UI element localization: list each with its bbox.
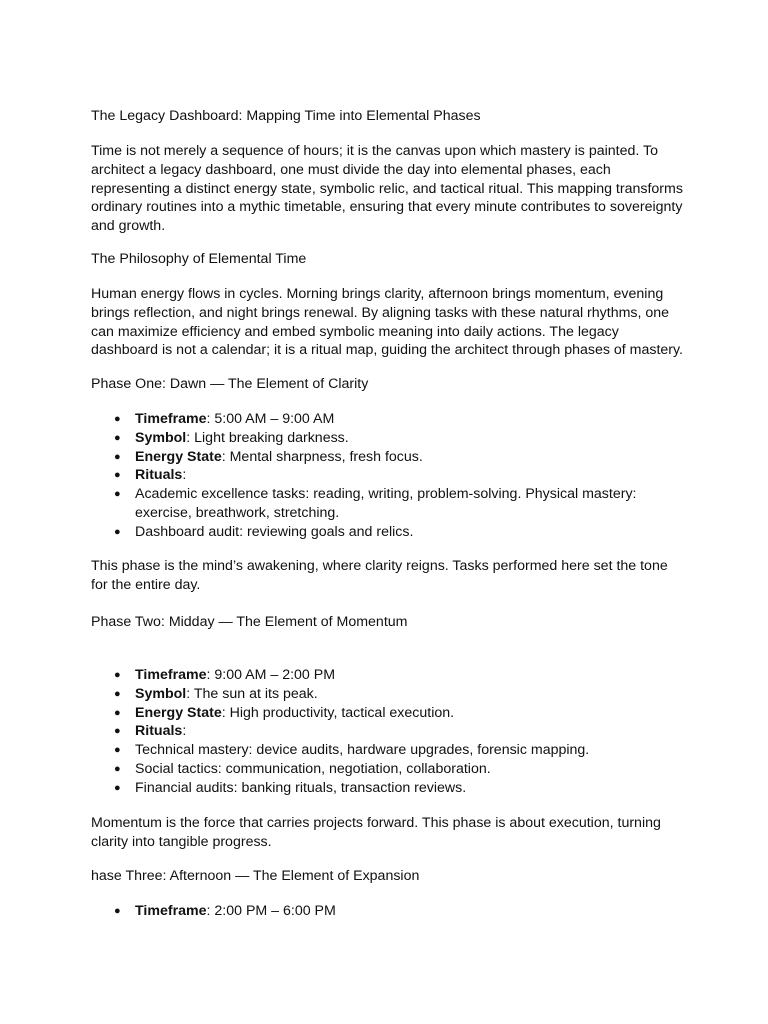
list-item [91, 466, 683, 485]
item-label: Timeframe [135, 667, 207, 683]
item-text: : The sun at its peak. [186, 685, 318, 702]
bullet-icon: ● [114, 905, 121, 917]
list-item [91, 902, 683, 921]
item-label: Timeframe [135, 411, 207, 427]
bullet-icon: ● [114, 706, 121, 719]
bullet-icon: ● [114, 669, 121, 681]
bullet-icon: ● [114, 781, 121, 794]
item-label: Rituals [135, 467, 183, 484]
item-text: Academic excellence tasks: reading, writing, problem-solving. Physical mastery: exercise, breathwork, stretching. [135, 486, 637, 521]
philosophy-paragraph: Human energy flows in cycles. Morning brings clarity, afternoon brings momentum, evening brings reflection, and night brings renewal. By aligning tasks with these natural rhythms, one can maximize efficiency and embed symbolic meaning into daily actions. The legacy dashboard is not a calendar; it is a ritual map, guiding the architect through phases of mastery. [91, 286, 684, 359]
item-label: Symbol [135, 685, 187, 702]
phase-two-closing: Momentum is the force that carries projects forward. This phase is about execution, turning clarity into tangible progress. [91, 815, 661, 850]
bullet-icon: ● [114, 762, 121, 775]
item-text: Social tactics: communication, negotiation, collaboration. [135, 760, 491, 777]
list-item [91, 485, 683, 523]
list-item [91, 448, 683, 467]
bullet-icon: ● [114, 431, 121, 444]
list-item [91, 779, 683, 798]
list-item [91, 741, 683, 760]
list-item [91, 685, 683, 704]
item-text: Technical mastery: device audits, hardware upgrades, forensic mapping. [135, 742, 590, 759]
bullet-icon: ● [114, 725, 121, 738]
list-item [91, 760, 683, 779]
bullet-icon: ● [114, 469, 121, 482]
bullet-icon: ● [114, 450, 121, 463]
phase-two-list [91, 666, 683, 798]
bullet-icon: ● [114, 488, 121, 501]
phase-one-heading: Phase One: Dawn — The Element of Clarity [91, 376, 369, 392]
item-label: Timeframe [135, 903, 207, 919]
item-text: : High productivity, tactical execution. [221, 704, 455, 721]
item-text: : Light breaking darkness. [186, 429, 349, 446]
list-item [91, 523, 683, 542]
list-item [91, 722, 683, 741]
phase-three-list [91, 902, 683, 921]
item-text: : 9:00 AM – 2:00 PM [206, 667, 336, 683]
item-text: Financial audits: banking rituals, transaction reviews. [135, 779, 467, 796]
item-label: Symbol [135, 429, 187, 446]
item-text: Dashboard audit: reviewing goals and relics. [135, 523, 414, 540]
bullet-icon: ● [114, 744, 121, 757]
item-label: Energy State [135, 704, 222, 721]
list-item [91, 410, 683, 429]
item-text: : [182, 723, 187, 740]
bullet-icon: ● [114, 413, 121, 425]
item-label: Rituals [135, 723, 183, 740]
list-item [91, 704, 683, 723]
bullet-icon: ● [114, 687, 121, 700]
phase-three-heading: hase Three: Afternoon — The Element of Expansion [91, 868, 420, 884]
item-text: : 2:00 PM – 6:00 PM [206, 903, 336, 919]
phase-two-heading: Phase Two: Midday — The Element of Momentum [91, 614, 408, 630]
document-title: The Legacy Dashboard: Mapping Time into Elemental Phases [91, 108, 481, 124]
item-text: : [182, 467, 187, 484]
philosophy-heading: The Philosophy of Elemental Time [91, 251, 307, 267]
item-text: : 5:00 AM – 9:00 AM [206, 411, 335, 427]
bullet-icon: ● [114, 525, 121, 538]
item-label: Energy State [135, 448, 222, 465]
phase-one-list [91, 410, 683, 542]
phase-one-closing: This phase is the mind’s awakening, where clarity reigns. Tasks performed here set the tone for the entire day. [91, 558, 668, 593]
item-text: : Mental sharpness, fresh focus. [221, 448, 423, 465]
intro-paragraph: Time is not merely a sequence of hours; it is the canvas upon which mastery is painted. To architect a legacy dashboard, one must divide the day into elemental phases, each representing a distinct energy state, symbolic relic, and tactical ritual. This mapping transforms ordinary routines into a mythic timetable, ensuring that every minute contributes to sovereignty and growth. [91, 143, 683, 235]
list-item [91, 429, 683, 448]
list-item [91, 666, 683, 685]
